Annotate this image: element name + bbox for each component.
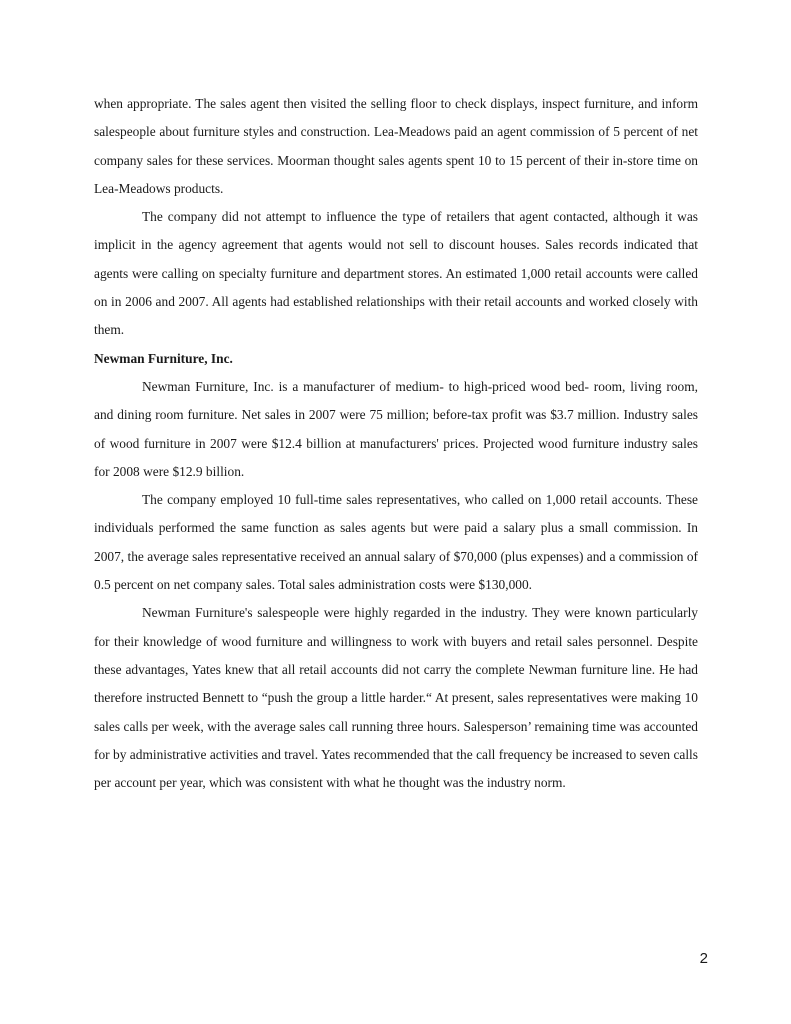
section-heading-newman-furniture: Newman Furniture, Inc. (94, 350, 233, 366)
document-body (94, 90, 698, 797)
paragraph-salespeople-reputation: Newman Furniture's salespeople were highly regarded in the industry. They were known particularly for their knowledge of wood furniture and willingness to work with buyers and retail sales personnel. Despite these advantages, Yates knew that all retail accounts did not carry the complete Newman furniture line. He had therefore instructed Bennett to “push the group a little harder.“ At present, sales representatives were making 10 sales calls per week, with the average sales call running three hours. Salesperson’ remaining time was accounted for by administrative activities and travel. Yates recommended that the call frequency be increased to seven calls per account per year, which was consistent with what he thought was the industry norm. (94, 605, 698, 791)
page-number: 2 (699, 950, 708, 967)
paragraph-lea-meadows-agent-duties: when appropriate. The sales agent then visited the selling floor to check displays, inspect furniture, and inform salespeople about furniture styles and construction. Lea-Meadows paid an agent commission of 5 percent of net company sales for these services. Moorman thought sales agents spent 10 to 15 percent of their in-store time on Lea-Meadows products. (94, 96, 698, 196)
paragraph-newman-overview: Newman Furniture, Inc. is a manufacturer of medium- to high-priced wood bed- room, living room, and dining room furniture. Net sales in 2007 were 75 million; before-tax profit was $3.7 million. Industry sales of wood furniture in 2007 were $12.4 billion at manufacturers' prices. Projected wood furniture industry sales for 2008 were $12.9 billion. (94, 378, 698, 479)
paragraph-retailer-influence: The company did not attempt to influence the type of retailers that agent contacted, although it was implicit in the agency agreement that agents would not sell to discount houses. Sales records indicated that agents were calling on specialty furniture and department stores. An estimated 1,000 retail accounts were called on in 2006 and 2007. All agents had established relationships with their retail accounts and worked closely with them. (94, 209, 698, 338)
paragraph-sales-representatives: The company employed 10 full-time sales representatives, who called on 1,000 retail accounts. These individuals performed the same function as sales agents but were paid a salary plus a small commission. In 2007, the average sales representative received an annual salary of $70,000 (plus expenses) and a commission of 0.5 percent on net company sales. Total sales administration costs were $130,000. (94, 492, 698, 593)
